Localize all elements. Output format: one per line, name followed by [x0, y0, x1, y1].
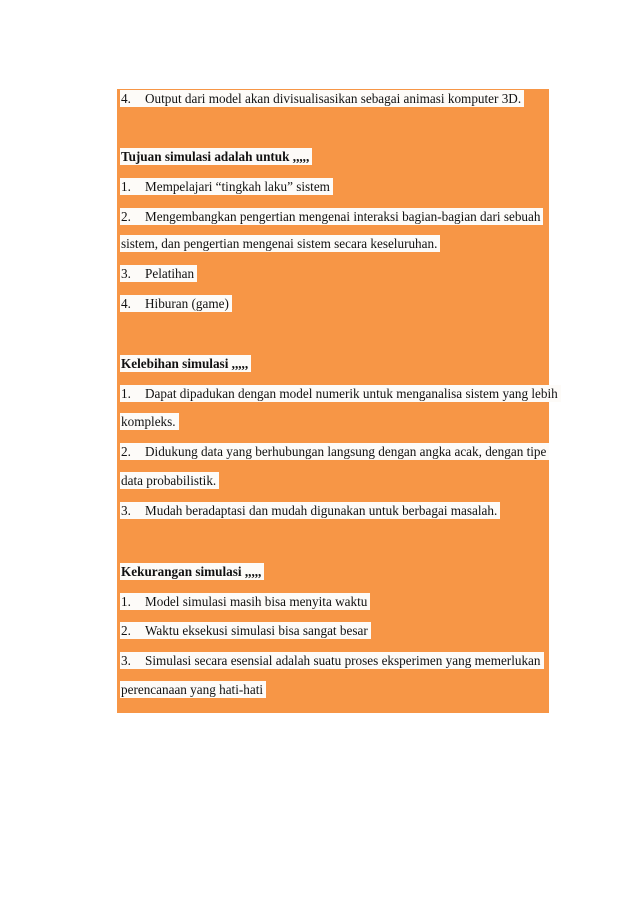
list-item	[120, 292, 232, 316]
item-number: 1.	[121, 594, 131, 609]
list-item	[120, 175, 333, 199]
item-text: Mempelajari “tingkah laku” sistem	[145, 179, 330, 194]
item-text: Simulasi secara esensial adalah suatu proses eksperimen yang memerlukan	[145, 653, 541, 668]
list-item	[120, 440, 549, 464]
item-number: 3.	[121, 503, 131, 518]
list-item	[120, 205, 543, 229]
tujuan-heading	[120, 145, 312, 169]
list-item	[120, 262, 197, 286]
item-continuation-text: data probabilistik.	[120, 472, 219, 489]
item-continuation-text: sistem, dan pengertian mengenai sistem secara keseluruhan.	[120, 235, 440, 252]
item-number: 2.	[121, 209, 131, 224]
list-item	[120, 590, 370, 614]
item-text: Didukung data yang berhubungan langsung dengan angka acak, dengan tipe	[145, 444, 547, 459]
item-number: 1.	[121, 386, 131, 401]
item-number: 2.	[121, 623, 131, 638]
list-item-continuation	[120, 678, 266, 702]
item-text: Mengembangkan pengertian mengenai interaksi bagian-bagian dari sebuah	[145, 209, 541, 224]
item-number: 4.	[121, 296, 131, 311]
list-item-continuation	[120, 410, 179, 434]
list-item	[120, 619, 371, 643]
list-item	[120, 499, 500, 523]
item-text: Pelatihan	[145, 266, 195, 281]
list-item-continuation	[120, 469, 219, 493]
item-number: 3.	[121, 653, 131, 668]
list-item	[120, 649, 544, 673]
intro-line	[120, 87, 524, 111]
intro-text: Output dari model akan divisualisasikan sebagai animasi komputer 3D.	[145, 91, 522, 106]
tujuan-heading-text: Tujuan simulasi adalah untuk ,,,,,	[120, 148, 312, 165]
item-number: 1.	[121, 179, 131, 194]
item-text: Model simulasi masih bisa menyita waktu	[145, 594, 368, 609]
item-text: Dapat dipadukan dengan model numerik untuk menganalisa sistem yang lebih	[145, 386, 558, 401]
item-text: Mudah beradaptasi dan mudah digunakan untuk berbagai masalah.	[145, 503, 498, 518]
list-item	[120, 382, 561, 406]
item-continuation-text: perencanaan yang hati-hati	[120, 681, 266, 698]
item-text: Waktu eksekusi simulasi bisa sangat besar	[145, 623, 368, 638]
kekurangan-heading-text: Kekurangan simulasi ,,,,,	[120, 563, 264, 580]
item-text: Hiburan (game)	[145, 296, 229, 311]
item-number: 2.	[121, 444, 131, 459]
item-number: 3.	[121, 266, 131, 281]
kelebihan-heading-text: Kelebihan simulasi ,,,,,	[120, 355, 251, 372]
kelebihan-heading	[120, 352, 251, 376]
item-continuation-text: kompleks.	[120, 413, 179, 430]
list-item-continuation	[120, 232, 440, 256]
intro-number: 4.	[121, 91, 131, 106]
kekurangan-heading	[120, 560, 264, 584]
